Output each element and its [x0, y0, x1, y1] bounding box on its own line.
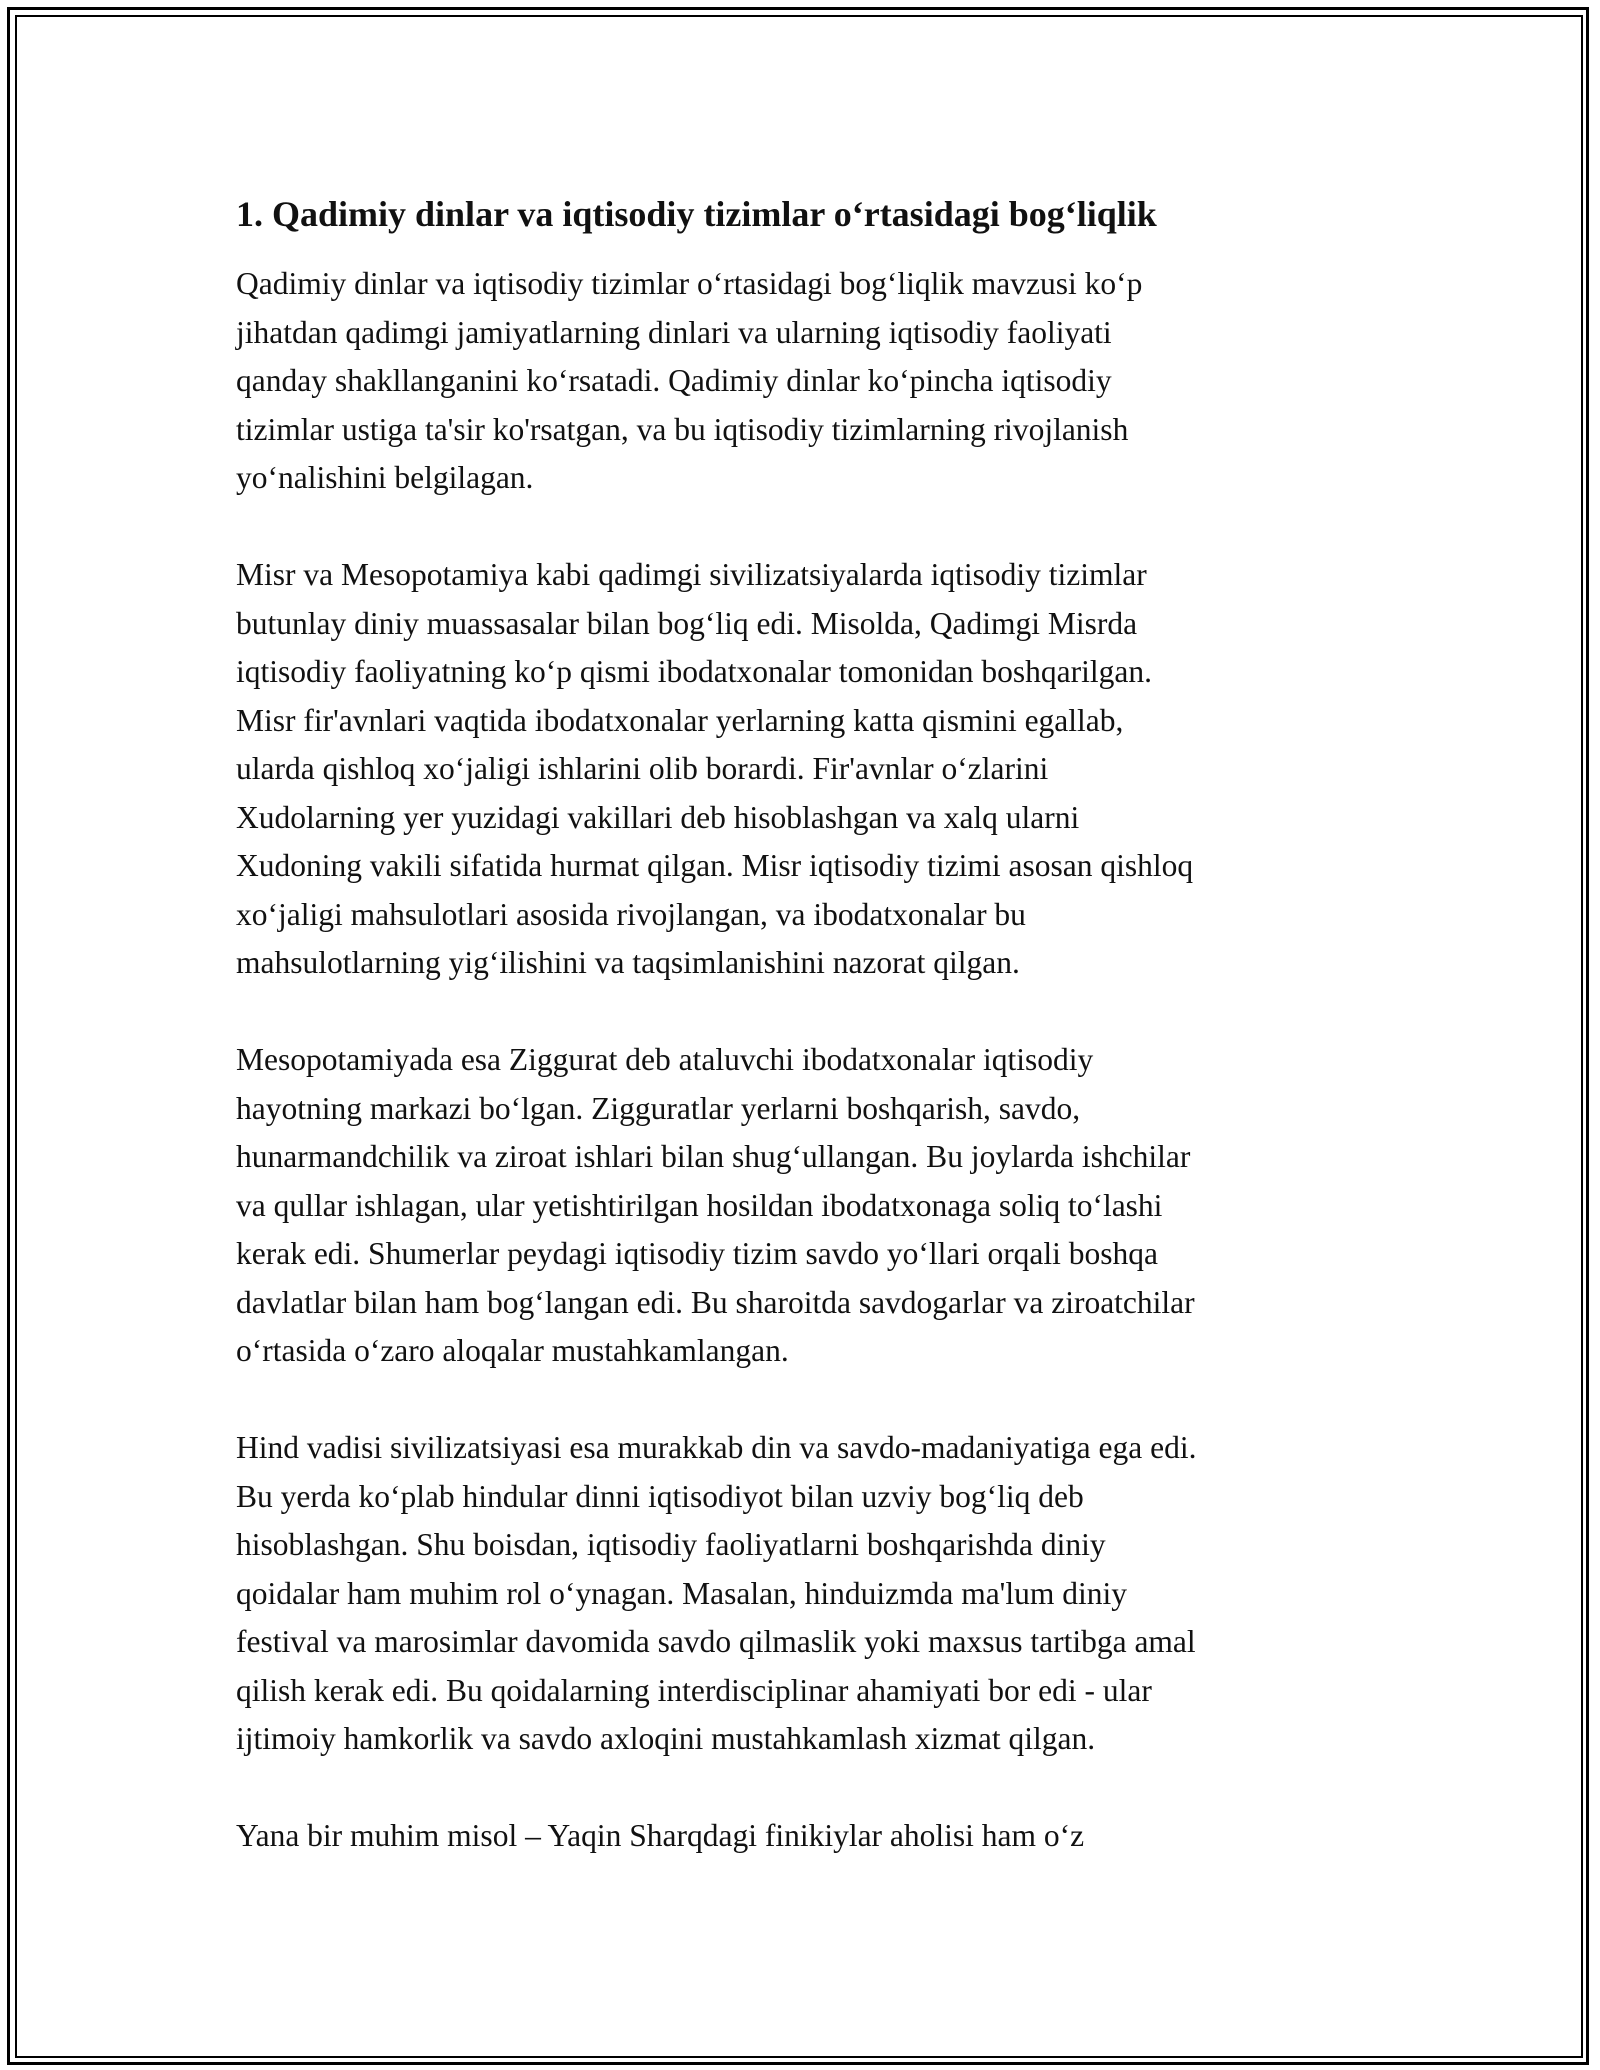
- section-heading: 1. Qadimiy dinlar va iqtisodiy tizimlar o‘rtasidagi bog‘liqlik: [236, 194, 1157, 234]
- paragraph-intro: Qadimiy dinlar va iqtisodiy tizimlar o‘rtasidagi bog‘liqlik mavzusi ko‘p jihatdan qadimgi jamiyatlarning dinlari va ularning iqtisodiy faoliyati qanday shakllanganini ko‘rsatadi. Qadimiy dinlar ko‘pincha iqtisodiy tizimlar ustiga ta'sir ko'rsatgan, va bu iqtisodiy tizimlarning rivojlanish yo‘nalishini belgilagan.: [236, 266, 1143, 495]
- paragraph-phoenicians: Yana bir muhim misol – Yaqin Sharqdagi finikiylar aholisi ham o‘z: [236, 1818, 1085, 1853]
- paragraph-indus-valley: Hind vadisi sivilizatsiyasi esa murakkab din va savdo-madaniyatiga ega edi. Bu yerda ko‘plab hindular dinni iqtisodiyot bilan uzviy bog‘liq deb hisoblashgan. Shu boisdan, iqtisodiy faoliyatlarni boshqarishda diniy qoidalar ham muhim rol o‘ynagan. Masalan, hinduizmda ma'lum diniy festival va marosimlar davomida savdo qilmaslik yoki maxsus tartibga amal qilish kerak edi. Bu qoidalarning interdisciplinar ahamiyati bor edi - ular ijtimoiy hamkorlik va savdo axloqini mustahkamlash xizmat qilgan.: [236, 1430, 1197, 1756]
- document-body: [236, 190, 1366, 1861]
- paragraph-ziggurat: Mesopotamiyada esa Ziggurat deb ataluvchi ibodatxonalar iqtisodiy hayotning markazi bo‘lgan. Zigguratlar yerlarni boshqarish, savdo, hunarmandchilik va ziroat ishlari bilan shug‘ullangan. Bu joylarda ishchilar va qullar ishlagan, ular yetishtirilgan hosildan ibodatxonaga soliq to‘lashi kerak edi. Shumerlar peydagi iqtisodiy tizim savdo yo‘llari orqali boshqa davlatlar bilan ham bog‘langan edi. Bu sharoitda savdogarlar va ziroatchilar o‘rtasida o‘zaro aloqalar mustahkamlangan.: [236, 1042, 1195, 1368]
- paragraph-egypt-mesopotamia: Misr va Mesopotamiya kabi qadimgi sivilizatsiyalarda iqtisodiy tizimlar butunlay diniy muassasalar bilan bog‘liq edi. Misolda, Qadimgi Misrda iqtisodiy faoliyatning ko‘p qismi ibodatxonalar tomonidan boshqarilgan. Misr fir'avnlari vaqtida ibodatxonalar yerlarning katta qismini egallab, ularda qishloq xo‘jaligi ishlarini olib borardi. Fir'avnlar o‘zlarini Xudolarning yer yuzidagi vakillari deb hisoblashgan va xalq ularni Xudoning vakili sifatida hurmat qilgan. Misr iqtisodiy tizimi asosan qishloq xo‘jaligi mahsulotlari asosida rivojlangan, va ibodatxonalar bu mahsulotlarning yig‘ilishini va taqsimlanishini nazorat qilgan.: [236, 557, 1194, 980]
